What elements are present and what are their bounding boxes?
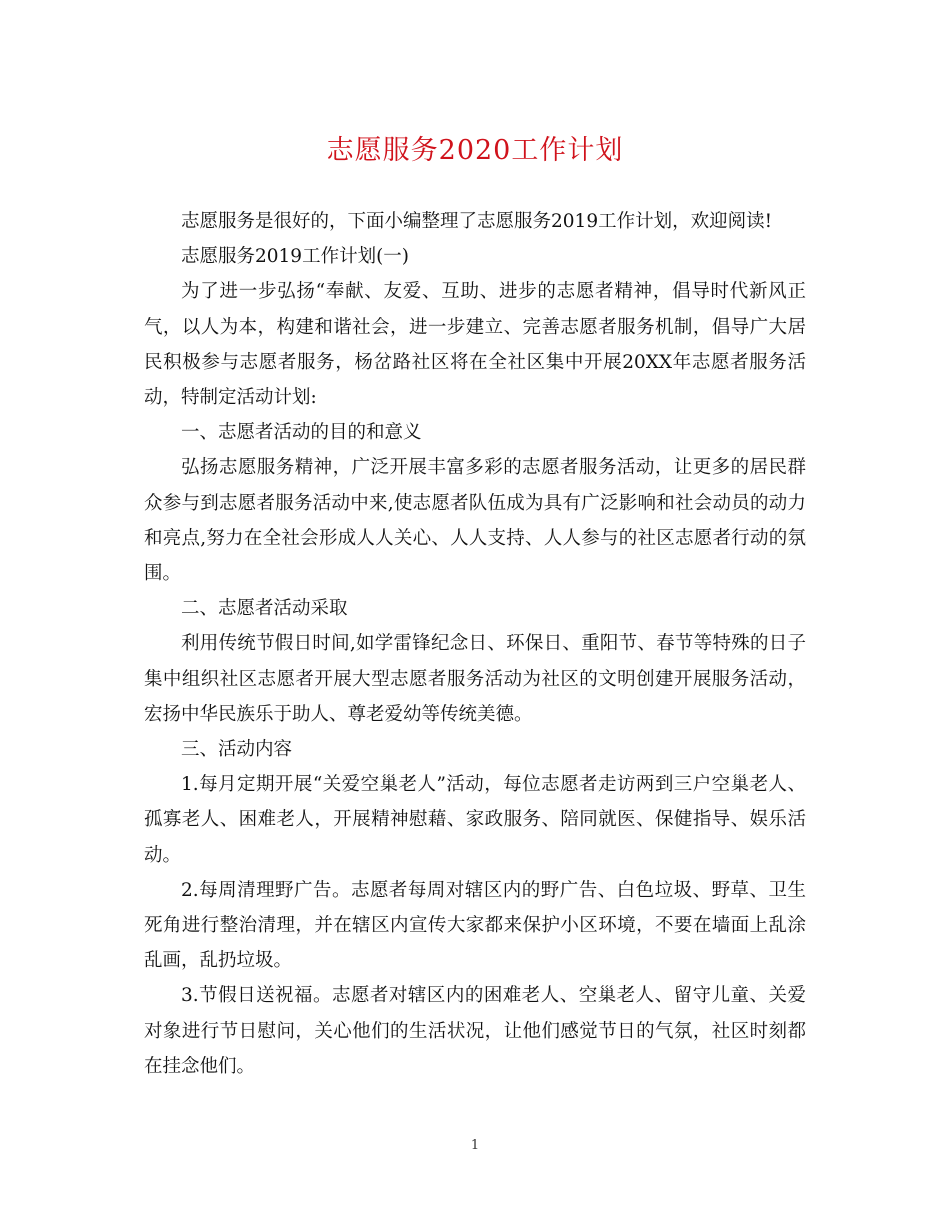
paragraph: 志愿服务是很好的，下面小编整理了志愿服务2019工作计划，欢迎阅读!: [181, 211, 773, 232]
paragraph: 志愿服务2019工作计划(一): [181, 246, 410, 268]
paragraph: 利用传统节假日时间,如学雷锋纪念日、环保日、重阳节、春节等特殊的日子集中组织社区志愿者开展大型志愿者服务活动为社区的文明创建开展服务活动，宏扬中华民族乐于助人、尊老爱幼等传统美德。: [144, 633, 806, 725]
document-body: [144, 204, 806, 1084]
list-item: 3.节假日送祝福。志愿者对辖区内的困难老人、空巢老人、留守儿童、关爱对象进行节日慰问，关心他们的生活状况，让他们感觉节日的气氛，社区时刻都在挂念他们。: [144, 985, 806, 1077]
paragraph: 弘扬志愿服务精神，广泛开展丰富多彩的志愿者服务活动，让更多的居民群众参与到志愿者服务活动中来,使志愿者队伍成为具有广泛影响和社会动员的动力和亮点,努力在全社会形成人人关心、人人支持、人人参与的社区志愿者行动的氛围。: [144, 457, 806, 585]
page-number: 1: [470, 1138, 480, 1153]
list-item: 1.每月定期开展“关爱空巢老人”活动，每位志愿者走访两到三户空巢老人、孤寡老人、困难老人，开展精神慰藉、家政服务、陪同就医、保健指导、娱乐活动。: [144, 774, 806, 866]
list-item: 2.每周清理野广告。志愿者每周对辖区内的野广告、白色垃圾、野草、卫生死角进行整治清理，并在辖区内宣传大家都来保护小区环境，不要在墙面上乱涂乱画，乱扔垃圾。: [144, 879, 806, 972]
section-heading: 一、志愿者活动的目的和意义: [181, 422, 422, 444]
document-title: 志愿服务2020工作计划: [326, 135, 624, 166]
paragraph: 为了进一步弘扬“奉献、友爱、互助、进步的志愿者精神，倡导时代新风正气，以人为本，构建和谐社会，进一步建立、完善志愿者服务机制，倡导广大居民积极参与志愿者服务，杨岔路社区将在全社区集中开展20XX年志愿者服务活动，特制定活动计划:: [144, 281, 806, 409]
section-heading: 二、志愿者活动采取: [181, 598, 348, 620]
section-heading: 三、活动内容: [181, 739, 293, 761]
